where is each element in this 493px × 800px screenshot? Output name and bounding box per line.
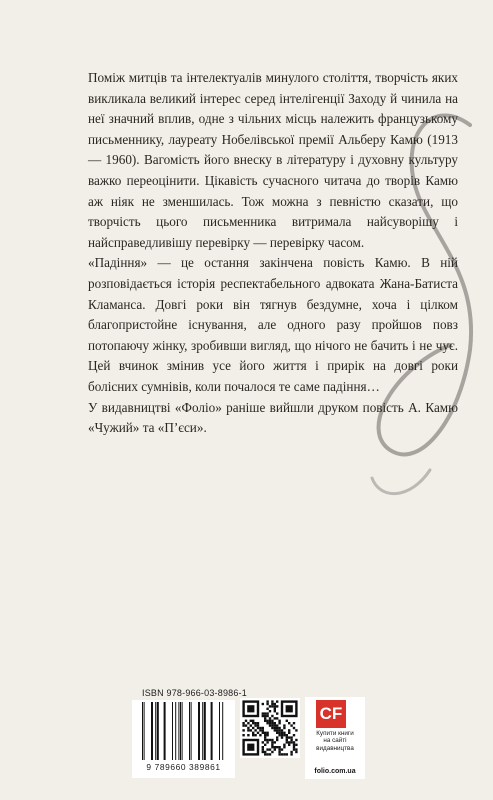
qr-code[interactable] <box>240 698 300 758</box>
isbn-label: ISBN 978-966-03-8986-1 <box>142 688 247 698</box>
description-paragraph: «Падіння» — це остання закінчена повість Камю. В ній розповідається історія респектабельного адвоката Жана-Батиста Кламанса. Довгі роки він тягнув бездумне, хоча і цілком благопристойне існування, але одного разу пройшов повз потопаючу жінку, зробивши вигляд, що нічого не бачить і не чує. Цей вчинок змінив усе його життя і прирік на довгі роки болісних сумнівів, коли почалося те саме падіння… <box>88 255 458 394</box>
barcode <box>132 700 235 778</box>
promo-text <box>305 730 365 752</box>
barcode-number: 9 789660 389861 <box>146 762 221 772</box>
promo-line: Купити книги <box>316 730 354 737</box>
book-description <box>88 68 458 439</box>
promo-line: видавництва <box>316 744 354 752</box>
description-paragraph: У видавництві «Фоліо» раніше вийшли друком повість А. Камю «Чужий» та «П’єси». <box>88 399 458 436</box>
barcode-bars <box>140 702 227 762</box>
qr-code-icon <box>240 698 300 758</box>
description-paragraph: Поміж митців та інтелектуалів минулого століття, творчість яких викликала великий інтерес серед інтелігенції Заходу й чинила на неї значний вплив, одне з чільних місць належить французькому письменнику, лауреату Нобелівської премії Альберу Камю (1913 — 1960). Вагомість його внеску в літературу і духовну культуру важко переоцінити. Цікавість сучасного читача до творів Камю аж ніяк не зменшилась. Тож можна з певністю сказати, що творчість цього письменника витримала найсуворішу і найсправедливішу перевірку — перевірку часом. <box>88 70 458 250</box>
promo-line: на сайті <box>323 737 347 745</box>
publisher-logo: CF <box>316 700 346 728</box>
publisher-promo <box>305 697 365 779</box>
publisher-url[interactable]: folio.com.ua <box>314 768 356 775</box>
